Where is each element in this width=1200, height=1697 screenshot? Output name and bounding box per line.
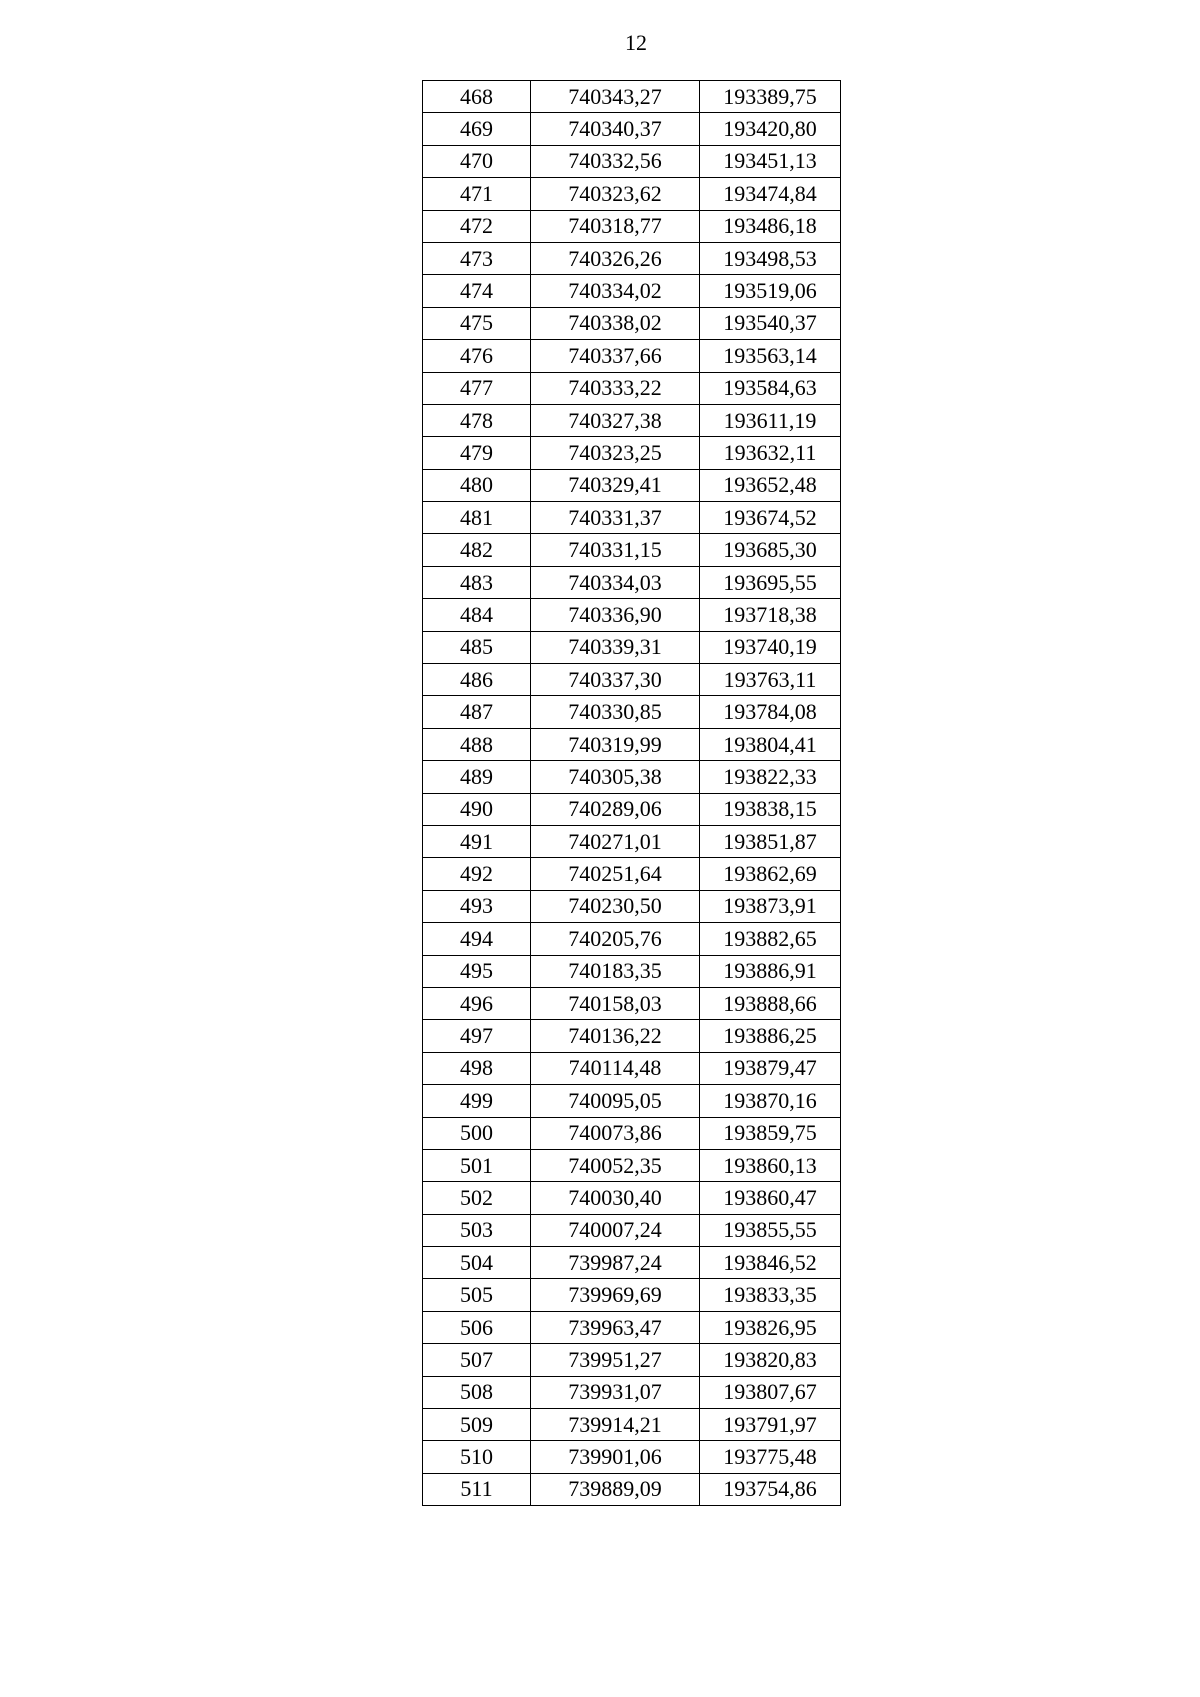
y-coordinate-cell: 193888,66 [700,987,841,1019]
table-row [423,761,841,793]
point-number-cell: 484 [423,599,531,631]
point-number-cell: 472 [423,210,531,242]
x-coordinate-cell: 740331,15 [531,534,700,566]
table-row [423,566,841,598]
point-number-cell: 495 [423,955,531,987]
x-coordinate-cell: 740340,37 [531,113,700,145]
table-row [423,113,841,145]
point-number-cell: 504 [423,1247,531,1279]
x-coordinate-cell: 739987,24 [531,1247,700,1279]
point-number-cell: 488 [423,728,531,760]
table-row [423,1409,841,1441]
point-number-cell: 474 [423,275,531,307]
x-coordinate-cell: 740230,50 [531,890,700,922]
table-row [423,307,841,339]
x-coordinate-cell: 740073,86 [531,1117,700,1149]
y-coordinate-cell: 193860,13 [700,1149,841,1181]
x-coordinate-cell: 740326,26 [531,242,700,274]
x-coordinate-cell: 739963,47 [531,1311,700,1343]
table-row [423,728,841,760]
x-coordinate-cell: 740334,02 [531,275,700,307]
table-row [423,437,841,469]
table-row [423,1117,841,1149]
point-number-cell: 500 [423,1117,531,1149]
y-coordinate-cell: 193519,06 [700,275,841,307]
y-coordinate-cell: 193882,65 [700,923,841,955]
point-number-cell: 509 [423,1409,531,1441]
x-coordinate-cell: 740289,06 [531,793,700,825]
y-coordinate-cell: 193652,48 [700,469,841,501]
coordinates-table [422,80,841,1506]
table-row [423,1441,841,1473]
x-coordinate-cell: 740337,30 [531,664,700,696]
table-row [423,987,841,1019]
table-row [423,372,841,404]
page-number: 12 [625,30,647,55]
table-row [423,825,841,857]
y-coordinate-cell: 193822,33 [700,761,841,793]
table-row [423,502,841,534]
point-number-cell: 480 [423,469,531,501]
x-coordinate-cell: 740327,38 [531,404,700,436]
x-coordinate-cell: 740331,37 [531,502,700,534]
x-coordinate-cell: 739969,69 [531,1279,700,1311]
x-coordinate-cell: 740114,48 [531,1052,700,1084]
table-row [423,1473,841,1505]
y-coordinate-cell: 193740,19 [700,631,841,663]
x-coordinate-cell: 740271,01 [531,825,700,857]
x-coordinate-cell: 740338,02 [531,307,700,339]
point-number-cell: 478 [423,404,531,436]
point-number-cell: 479 [423,437,531,469]
x-coordinate-cell: 739931,07 [531,1376,700,1408]
x-coordinate-cell: 740337,66 [531,340,700,372]
table-row [423,1247,841,1279]
table-row [423,696,841,728]
point-number-cell: 470 [423,145,531,177]
point-number-cell: 487 [423,696,531,728]
y-coordinate-cell: 193420,80 [700,113,841,145]
x-coordinate-cell: 740318,77 [531,210,700,242]
table-row [423,210,841,242]
x-coordinate-cell: 740343,27 [531,81,700,113]
x-coordinate-cell: 739951,27 [531,1344,700,1376]
point-number-cell: 498 [423,1052,531,1084]
point-number-cell: 506 [423,1311,531,1343]
x-coordinate-cell: 740319,99 [531,728,700,760]
y-coordinate-cell: 193804,41 [700,728,841,760]
y-coordinate-cell: 193611,19 [700,404,841,436]
point-number-cell: 490 [423,793,531,825]
y-coordinate-cell: 193846,52 [700,1247,841,1279]
y-coordinate-cell: 193474,84 [700,178,841,210]
table-row [423,955,841,987]
y-coordinate-cell: 193451,13 [700,145,841,177]
table-row [423,145,841,177]
point-number-cell: 481 [423,502,531,534]
x-coordinate-cell: 740336,90 [531,599,700,631]
table-row [423,1085,841,1117]
y-coordinate-cell: 193685,30 [700,534,841,566]
x-coordinate-cell: 740052,35 [531,1149,700,1181]
y-coordinate-cell: 193632,11 [700,437,841,469]
y-coordinate-cell: 193775,48 [700,1441,841,1473]
y-coordinate-cell: 193820,83 [700,1344,841,1376]
y-coordinate-cell: 193826,95 [700,1311,841,1343]
point-number-cell: 482 [423,534,531,566]
point-number-cell: 469 [423,113,531,145]
x-coordinate-cell: 739889,09 [531,1473,700,1505]
y-coordinate-cell: 193563,14 [700,340,841,372]
y-coordinate-cell: 193754,86 [700,1473,841,1505]
y-coordinate-cell: 193807,67 [700,1376,841,1408]
x-coordinate-cell: 739901,06 [531,1441,700,1473]
coordinates-table-body [423,81,841,1506]
y-coordinate-cell: 193763,11 [700,664,841,696]
point-number-cell: 502 [423,1182,531,1214]
table-row [423,664,841,696]
y-coordinate-cell: 193486,18 [700,210,841,242]
table-row [423,404,841,436]
point-number-cell: 477 [423,372,531,404]
point-number-cell: 475 [423,307,531,339]
table-row [423,1214,841,1246]
y-coordinate-cell: 193833,35 [700,1279,841,1311]
point-number-cell: 507 [423,1344,531,1376]
x-coordinate-cell: 740136,22 [531,1020,700,1052]
table-row [423,275,841,307]
point-number-cell: 510 [423,1441,531,1473]
point-number-cell: 489 [423,761,531,793]
table-row [423,1376,841,1408]
x-coordinate-cell: 740007,24 [531,1214,700,1246]
table-row [423,1344,841,1376]
x-coordinate-cell: 740158,03 [531,987,700,1019]
point-number-cell: 496 [423,987,531,1019]
point-number-cell: 476 [423,340,531,372]
table-row [423,923,841,955]
y-coordinate-cell: 193879,47 [700,1052,841,1084]
x-coordinate-cell: 740205,76 [531,923,700,955]
x-coordinate-cell: 740329,41 [531,469,700,501]
table-row [423,534,841,566]
table-row [423,890,841,922]
point-number-cell: 499 [423,1085,531,1117]
x-coordinate-cell: 740095,05 [531,1085,700,1117]
y-coordinate-cell: 193855,55 [700,1214,841,1246]
table-row [423,1149,841,1181]
table-row [423,1311,841,1343]
x-coordinate-cell: 740333,22 [531,372,700,404]
point-number-cell: 483 [423,566,531,598]
y-coordinate-cell: 193851,87 [700,825,841,857]
point-number-cell: 473 [423,242,531,274]
x-coordinate-cell: 740323,25 [531,437,700,469]
x-coordinate-cell: 740305,38 [531,761,700,793]
x-coordinate-cell: 740330,85 [531,696,700,728]
y-coordinate-cell: 193886,91 [700,955,841,987]
point-number-cell: 492 [423,858,531,890]
x-coordinate-cell: 740030,40 [531,1182,700,1214]
table-row [423,1182,841,1214]
y-coordinate-cell: 193540,37 [700,307,841,339]
y-coordinate-cell: 193862,69 [700,858,841,890]
y-coordinate-cell: 193674,52 [700,502,841,534]
table-row [423,1052,841,1084]
point-number-cell: 485 [423,631,531,663]
y-coordinate-cell: 193859,75 [700,1117,841,1149]
table-row [423,340,841,372]
table-row [423,599,841,631]
y-coordinate-cell: 193870,16 [700,1085,841,1117]
point-number-cell: 494 [423,923,531,955]
x-coordinate-cell: 740332,56 [531,145,700,177]
x-coordinate-cell: 739914,21 [531,1409,700,1441]
y-coordinate-cell: 193498,53 [700,242,841,274]
table-row [423,469,841,501]
point-number-cell: 491 [423,825,531,857]
point-number-cell: 471 [423,178,531,210]
x-coordinate-cell: 740183,35 [531,955,700,987]
point-number-cell: 505 [423,1279,531,1311]
point-number-cell: 486 [423,664,531,696]
y-coordinate-cell: 193791,97 [700,1409,841,1441]
point-number-cell: 468 [423,81,531,113]
point-number-cell: 511 [423,1473,531,1505]
x-coordinate-cell: 740334,03 [531,566,700,598]
table-row [423,1020,841,1052]
point-number-cell: 501 [423,1149,531,1181]
point-number-cell: 508 [423,1376,531,1408]
table-row [423,858,841,890]
y-coordinate-cell: 193584,63 [700,372,841,404]
table-row [423,631,841,663]
y-coordinate-cell: 193860,47 [700,1182,841,1214]
y-coordinate-cell: 193695,55 [700,566,841,598]
table-row [423,178,841,210]
y-coordinate-cell: 193838,15 [700,793,841,825]
y-coordinate-cell: 193389,75 [700,81,841,113]
x-coordinate-cell: 740339,31 [531,631,700,663]
point-number-cell: 493 [423,890,531,922]
table-row [423,81,841,113]
table-row [423,793,841,825]
x-coordinate-cell: 740251,64 [531,858,700,890]
y-coordinate-cell: 193873,91 [700,890,841,922]
y-coordinate-cell: 193718,38 [700,599,841,631]
point-number-cell: 497 [423,1020,531,1052]
table-row [423,1279,841,1311]
y-coordinate-cell: 193784,08 [700,696,841,728]
x-coordinate-cell: 740323,62 [531,178,700,210]
table-row [423,242,841,274]
y-coordinate-cell: 193886,25 [700,1020,841,1052]
point-number-cell: 503 [423,1214,531,1246]
